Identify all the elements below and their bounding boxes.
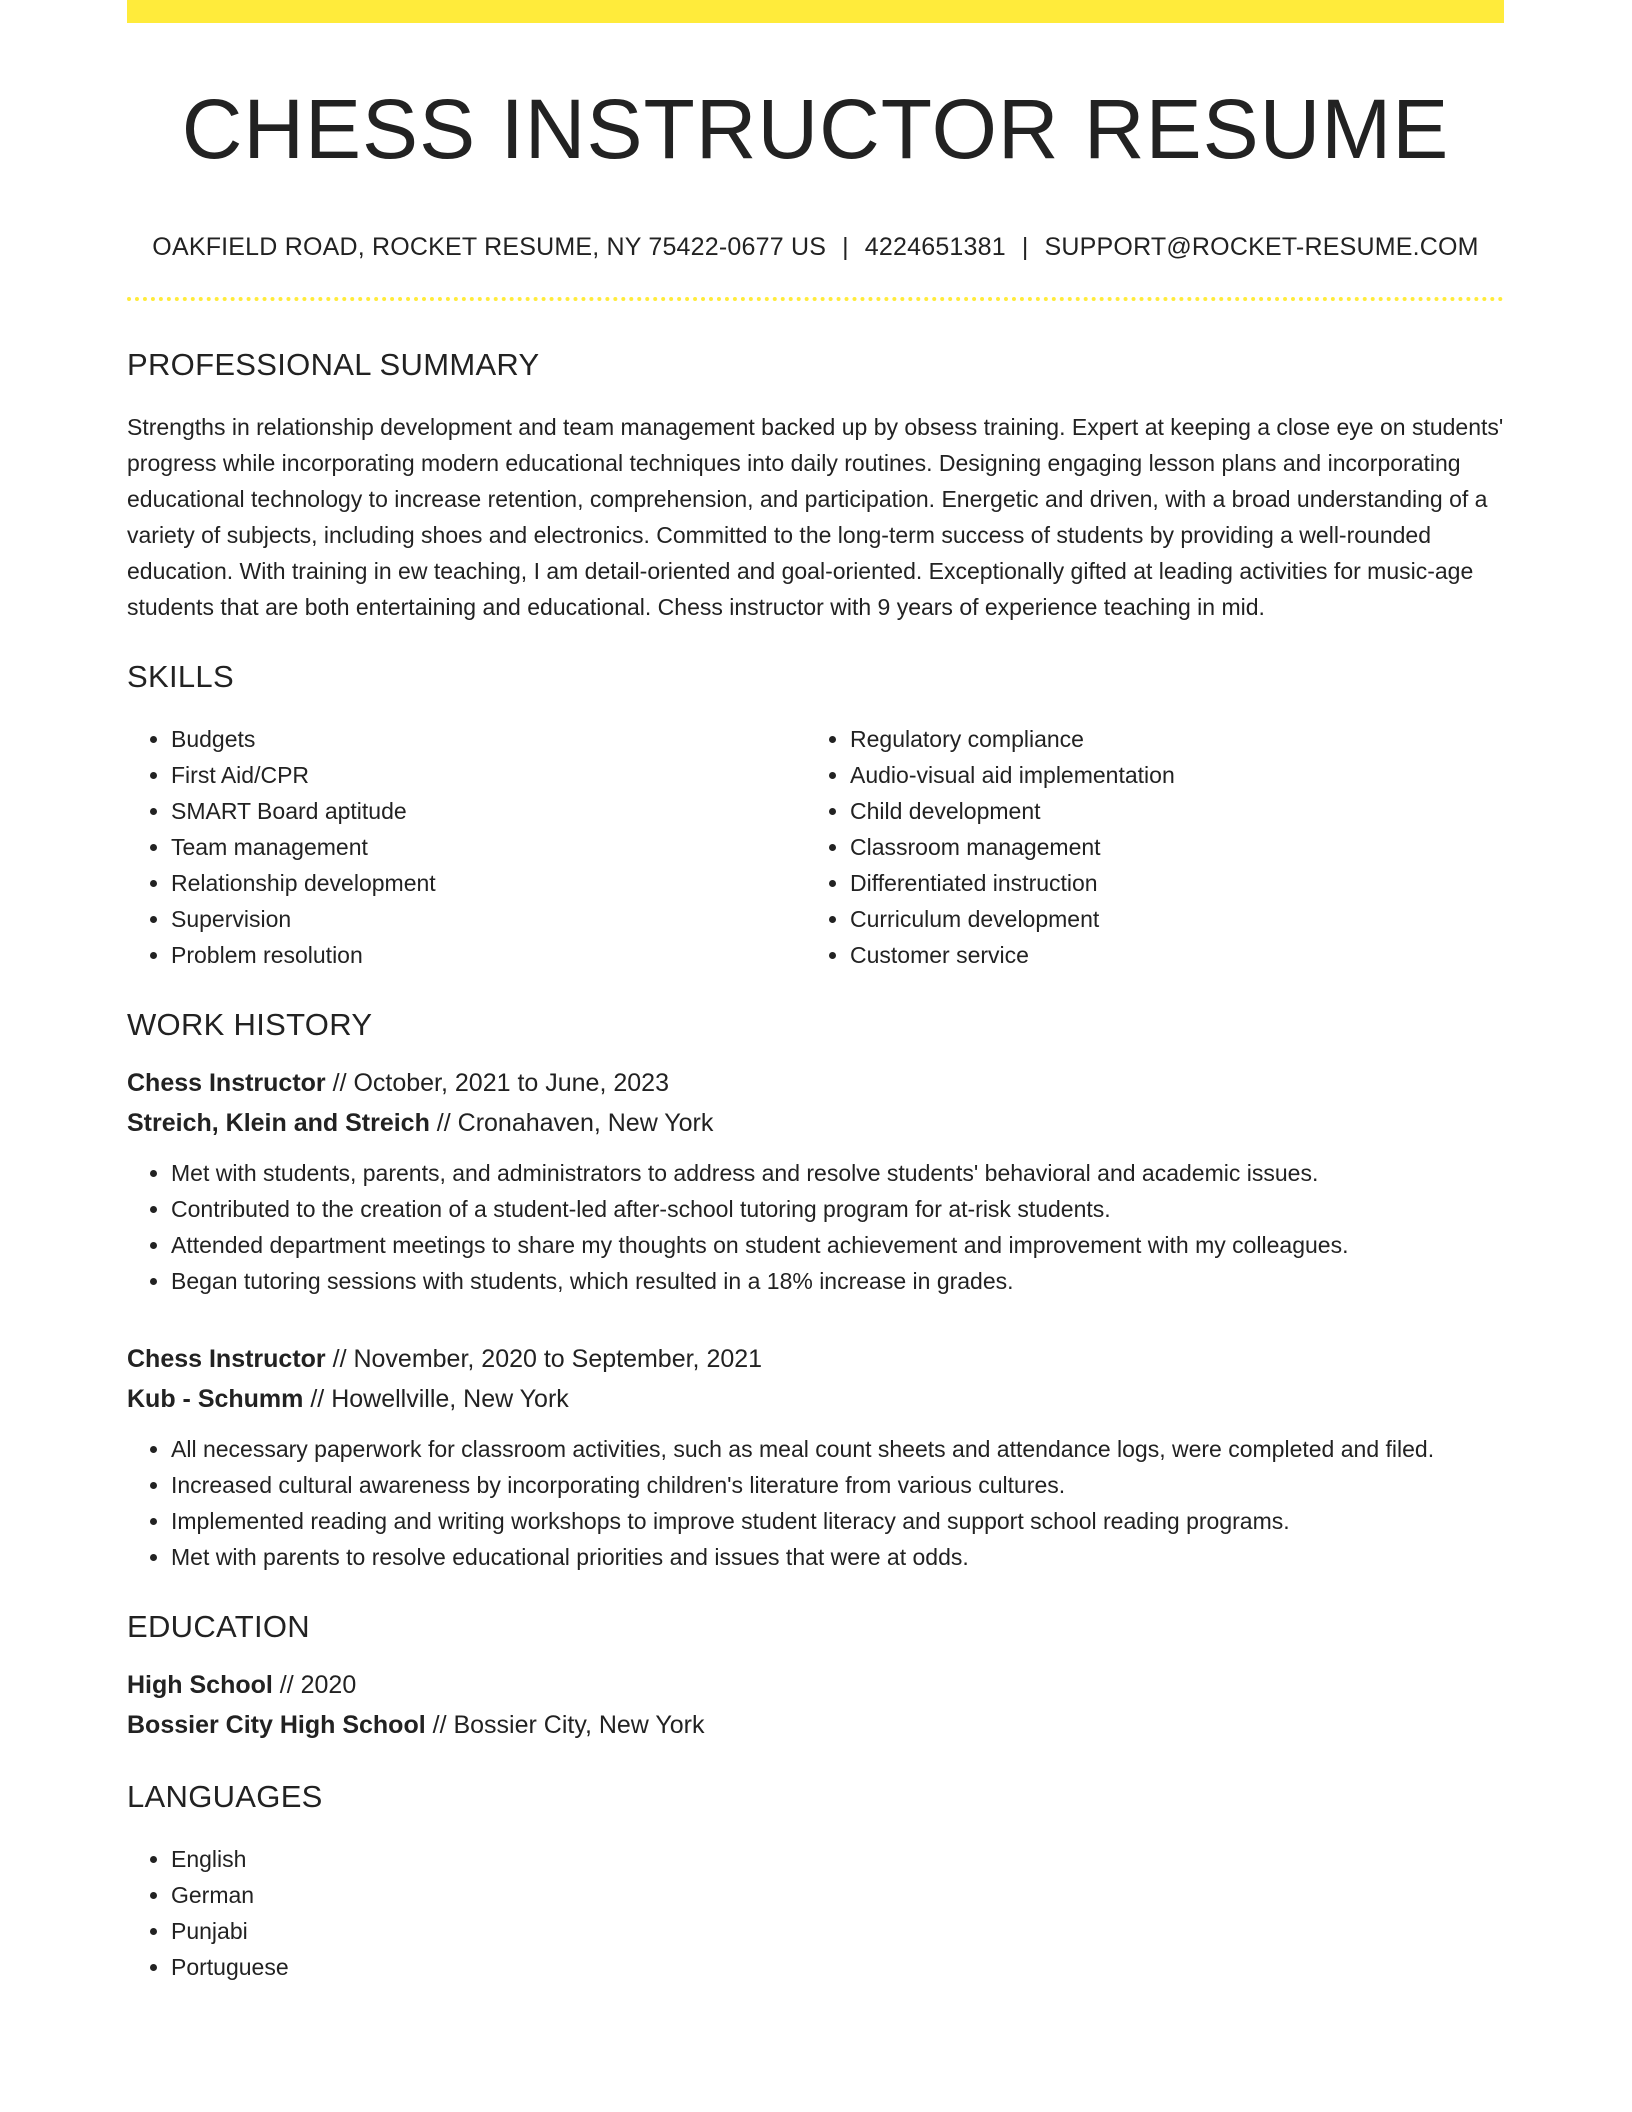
skill-item: • Supervision: [171, 901, 806, 937]
job-bullet: • Contributed to the creation of a student-led after-school tutoring program for at-risk students.: [171, 1191, 1504, 1227]
education-section: [127, 1609, 1504, 1745]
skill-item: • Audio-visual aid implementation: [850, 757, 1485, 793]
language-item: • Portuguese: [171, 1949, 1504, 1985]
top-accent-bar: [127, 0, 1504, 23]
skill-item: • Customer service: [850, 937, 1485, 973]
language-item: • Punjabi: [171, 1913, 1504, 1949]
education-entry: [127, 1665, 1504, 1745]
job-dates: // October, 2021 to June, 2023: [325, 1069, 669, 1098]
skill-item: • Budgets: [171, 721, 806, 757]
job-company-line: [127, 1379, 1504, 1419]
skills-section: [127, 659, 1504, 973]
skill-item: • Problem resolution: [171, 937, 806, 973]
section-heading-languages: LANGUAGES: [127, 1779, 323, 1815]
skill-item: • Curriculum development: [850, 901, 1485, 937]
job-bullet: • Began tutoring sessions with students, which resulted in a 18% increase in grades.: [171, 1263, 1504, 1299]
contact-separator: |: [842, 233, 849, 262]
job-company-line: [127, 1103, 1504, 1143]
professional-summary-section: [127, 347, 1504, 625]
job-location: // Howellville, New York: [303, 1385, 569, 1414]
job-bullet: • Met with parents to resolve educational priorities and issues that were at odds.: [171, 1539, 1504, 1575]
education-year: // 2020: [272, 1671, 357, 1700]
contact-separator: |: [1021, 233, 1029, 262]
skill-item: • Regulatory compliance: [850, 721, 1485, 757]
language-item: • German: [171, 1877, 1504, 1913]
job-bullet: • All necessary paperwork for classroom activities, such as meal count sheets and attendance logs, were completed and filed.: [171, 1431, 1504, 1467]
section-heading-work: WORK HISTORY: [127, 1007, 373, 1043]
work-history-section: [127, 1007, 1504, 1575]
education-location: // Bossier City, New York: [425, 1711, 705, 1740]
resume-title: CHESS INSTRUCTOR RESUME: [181, 82, 1450, 176]
skill-item: • Child development: [850, 793, 1485, 829]
skills-column-right: [806, 721, 1485, 973]
job-title-line: [127, 1063, 1504, 1103]
skill-item: • Relationship development: [171, 865, 806, 901]
job-title-line: [127, 1339, 1504, 1379]
job-bullet: • Increased cultural awareness by incorporating children's literature from various cultures.: [171, 1467, 1504, 1503]
skills-column-left: [127, 721, 806, 973]
skill-item: • First Aid/CPR: [171, 757, 806, 793]
education-degree-line: [127, 1665, 1504, 1705]
job-bullet: • Implemented reading and writing workshops to improve student literacy and support school reading programs.: [171, 1503, 1504, 1539]
contact-phone: 4224651381: [864, 233, 1006, 262]
education-degree: High School: [127, 1671, 273, 1700]
education-school: Bossier City High School: [127, 1711, 426, 1740]
contact-email: SUPPORT@ROCKET-RESUME.COM: [1044, 233, 1479, 262]
skills-grid: [127, 721, 1504, 973]
job-title: Chess Instructor: [127, 1069, 326, 1098]
language-item: • English: [171, 1841, 1504, 1877]
job-bullet: • Met with students, parents, and administrators to address and resolve students' behavioral and academic issues.: [171, 1155, 1504, 1191]
header-divider: [127, 297, 1504, 301]
job-entry: [127, 1063, 1504, 1299]
section-heading-education: EDUCATION: [127, 1609, 310, 1645]
summary-text: Strengths in relationship development and team management backed up by obsess training. Expert at keeping a close eye on students' progress while incorporating modern educational techniques into daily routines. Designing engaging lesson plans and incorporating educational technology to increase retention, comprehension, and participation. Energetic and driven, with a broad understanding of a variety of subjects, including shoes and electronics. Committed to the long-term success of students by providing a well-rounded education. With training in ew teaching, I am detail-oriented and goal-oriented. Exceptionally gifted at leading activities for music-age students that are both entertaining and educational. Chess instructor with 9 years of experience teaching in mid.: [127, 414, 1504, 621]
job-company: Kub - Schumm: [127, 1385, 304, 1414]
skill-item: • Team management: [171, 829, 806, 865]
skill-item: • Differentiated instruction: [850, 865, 1485, 901]
contact-address: OAKFIELD ROAD, ROCKET RESUME, NY 75422-0677 US: [152, 233, 827, 262]
section-heading-summary: PROFESSIONAL SUMMARY: [127, 347, 540, 383]
job-dates: // November, 2020 to September, 2021: [325, 1345, 763, 1374]
job-company: Streich, Klein and Streich: [127, 1109, 430, 1138]
skills-list-left: [127, 721, 806, 973]
job-bullet: • Attended department meetings to share my thoughts on student achievement and improvement with my colleagues.: [171, 1227, 1504, 1263]
contact-line: [127, 233, 1504, 262]
job-location: // Cronahaven, New York: [429, 1109, 714, 1138]
skill-item: • Classroom management: [850, 829, 1485, 865]
languages-section: [127, 1779, 1504, 1985]
languages-list: [127, 1841, 1504, 1985]
skills-list-right: [806, 721, 1485, 973]
job-bullets: [127, 1431, 1504, 1575]
skill-item: • SMART Board aptitude: [171, 793, 806, 829]
resume-page: [127, 0, 1504, 1985]
education-school-line: [127, 1705, 1504, 1745]
job-title: Chess Instructor: [127, 1345, 326, 1374]
job-bullets: [127, 1155, 1504, 1299]
job-entry: [127, 1339, 1504, 1575]
section-heading-skills: SKILLS: [127, 659, 234, 695]
